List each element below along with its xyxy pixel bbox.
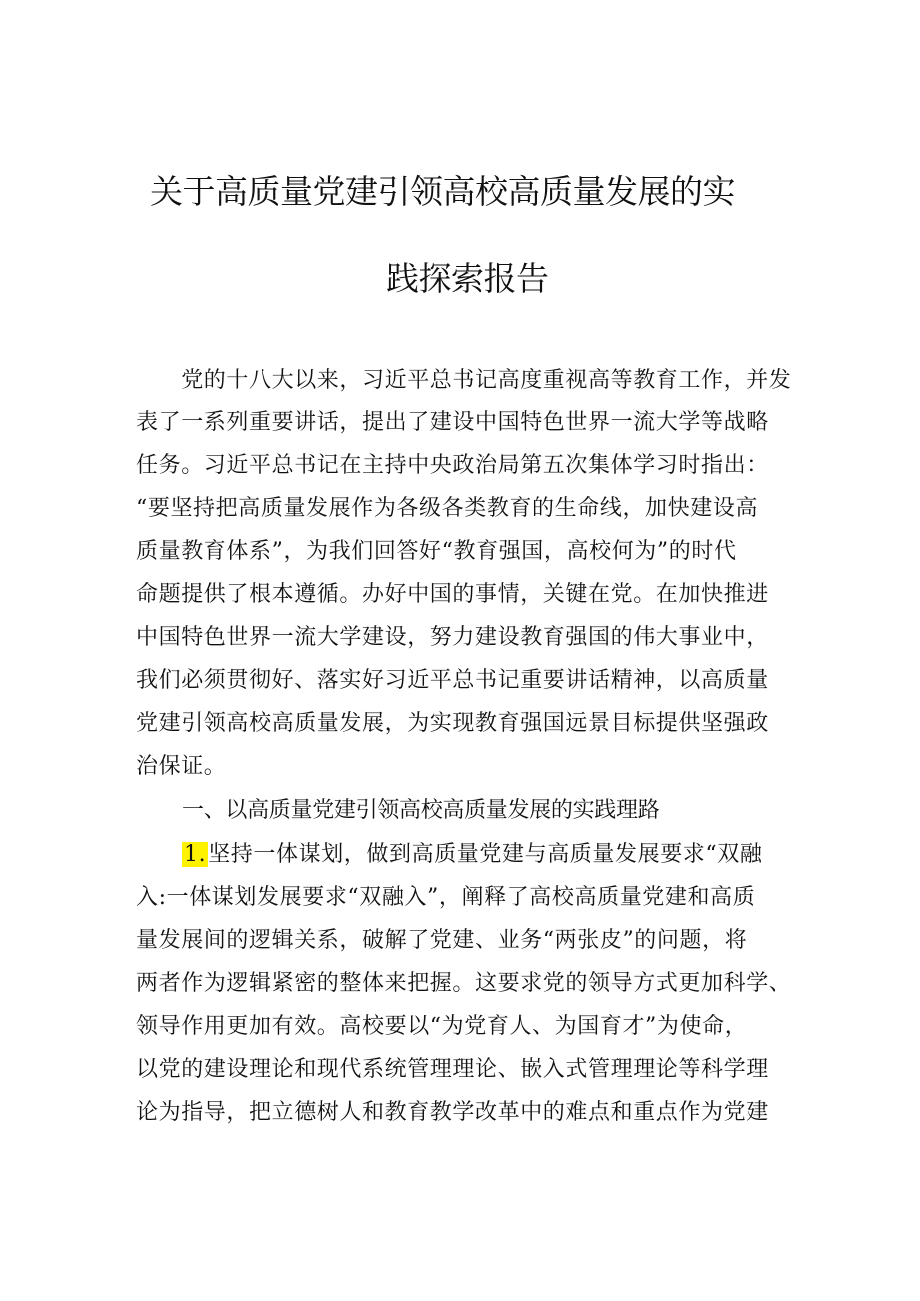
paragraph-line: 以党的建设理论和现代系统管理理论、嵌入式管理理论等科学理 — [136, 1057, 769, 1082]
paragraph-line: 命题提供了根本遵循。办好中国的事情，关键在党。在加快推进 — [136, 582, 769, 607]
section-heading: 一、以高质量党建引领高校高质量发展的实践理路 — [182, 798, 660, 823]
paragraph-line — [182, 840, 796, 870]
document-title-line-1: 关于高质量党建引领高校高质量发展的实 — [150, 172, 735, 211]
item-number-highlight: 1. — [184, 842, 207, 867]
paragraph-line-text: 坚持一体谋划，做到高质量党建与高质量发展要求“双融 — [208, 842, 763, 867]
paragraph-line: 论为指导，把立德树人和教育教学改革中的难点和重点作为党建 — [136, 1100, 769, 1125]
paragraph-line: 领导作用更加有效。高校要以“为党育人、为国育才”为使命， — [136, 1014, 748, 1039]
paragraph-line: 两者作为逻辑紧密的整体来把握。这要求党的领导方式更加科学、 — [136, 971, 792, 996]
document-title-line-2: 践探索报告 — [386, 259, 549, 298]
paragraph-line: 党的十八大以来，习近平总书记高度重视高等教育工作，并发 — [136, 368, 792, 393]
paragraph-line: 治保证。 — [136, 754, 227, 779]
paragraph-line: 表了一系列重要讲话，提出了建设中国特色世界一流大学等战略 — [136, 410, 769, 435]
paragraph-line: 任务。习近平总书记在主持中央政治局第五次集体学习时指出： — [136, 453, 769, 478]
paragraph-line: 党建引领高校高质量发展，为实现教育强国远景目标提供坚强政 — [136, 711, 769, 736]
paragraph-line: 中国特色世界一流大学建设，努力建设教育强国的伟大事业中， — [136, 625, 769, 650]
paragraph-line: 量发展间的逻辑关系，破解了党建、业务“两张皮”的问题，将 — [136, 928, 748, 953]
paragraph-line: 入:一体谋划发展要求“双融入”，阐释了高校高质量党建和高质 — [136, 885, 756, 910]
paragraph-line: 质量教育体系”，为我们回答好“教育强国，高校何为”的时代 — [136, 539, 737, 564]
paragraph-line: 我们必须贯彻好、落实好习近平总书记重要讲话精神，以高质量 — [136, 668, 769, 693]
paragraph-line: “要坚持把高质量发展作为各级各类教育的生命线，加快建设高 — [136, 496, 759, 521]
